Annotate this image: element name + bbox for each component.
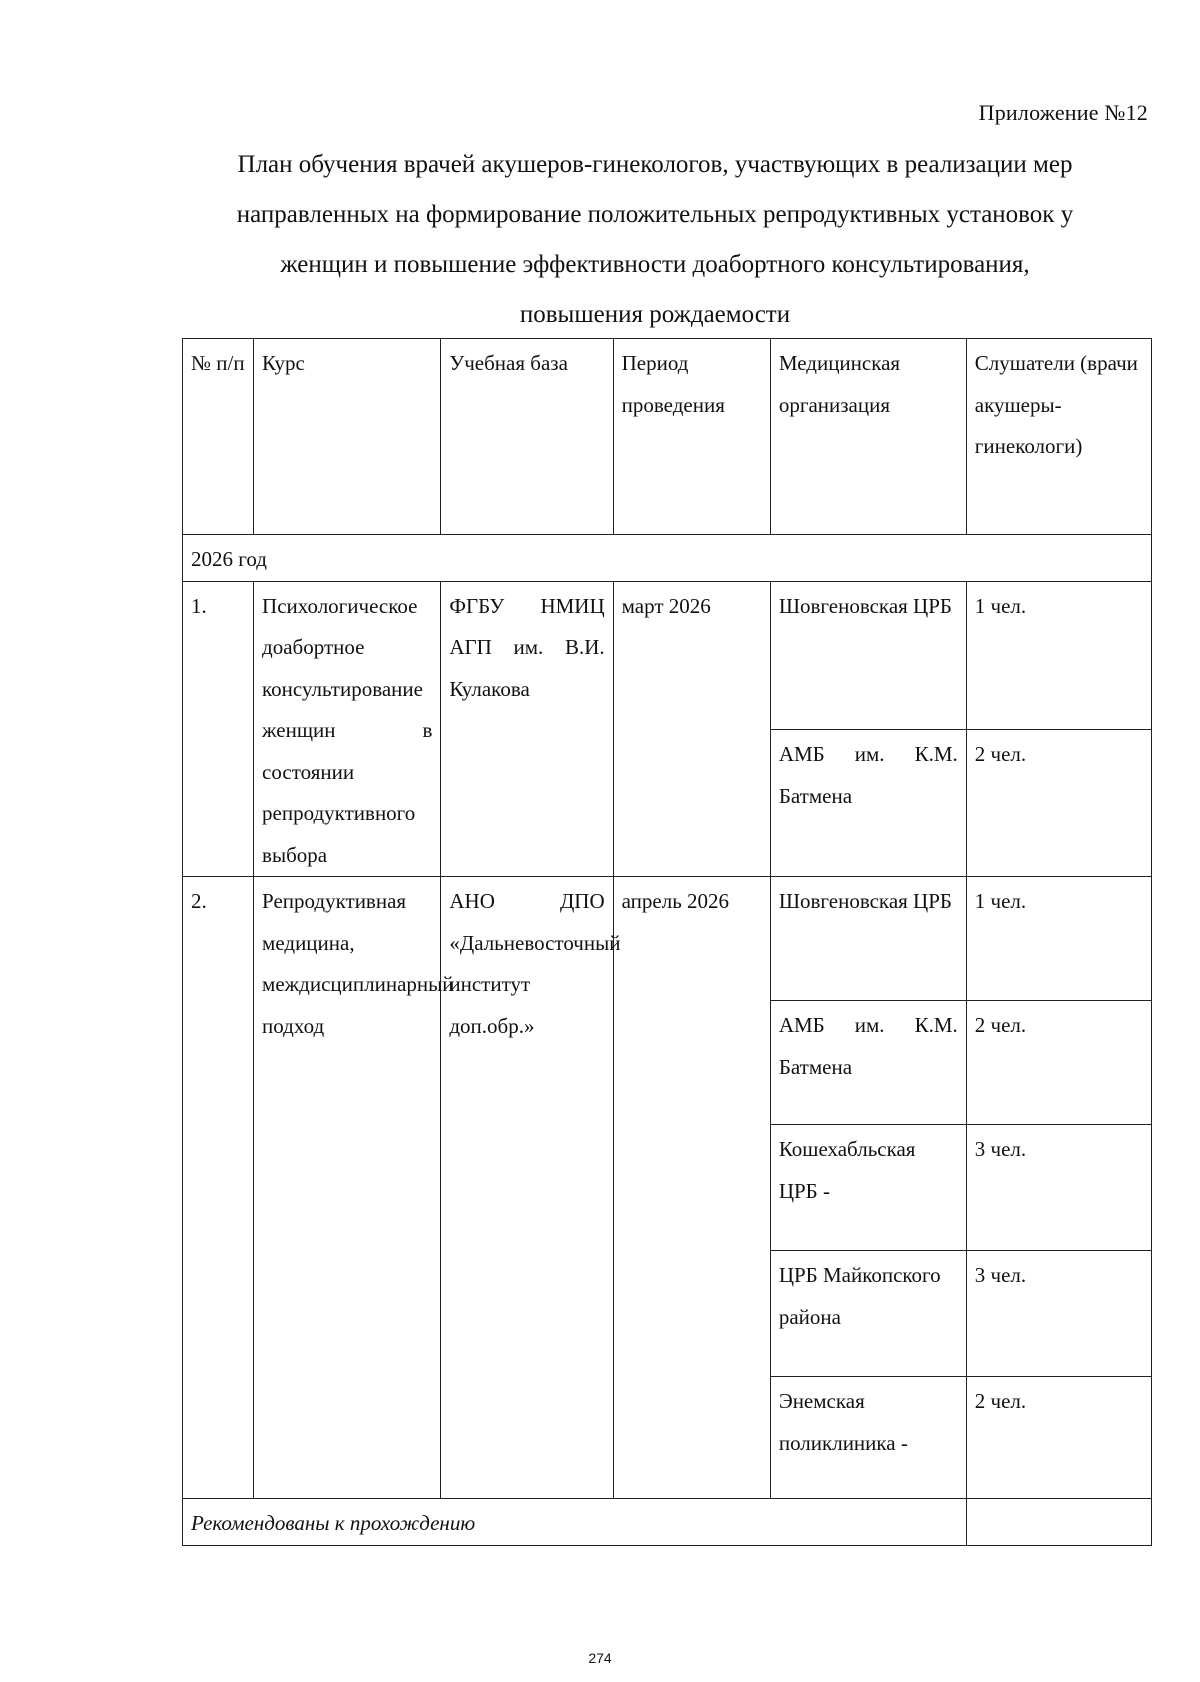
header-period: Период проведения xyxy=(613,339,770,535)
row-count: 1 чел. xyxy=(966,581,1151,730)
row-base: ФГБУ НМИЦ АГП им. В.И. Кулакова xyxy=(441,581,613,877)
year-label: 2026 год xyxy=(183,535,1152,582)
row-course: Психологическое доабортное консультирование женщин в состоянии репродуктивного выбора xyxy=(254,581,441,877)
row-count: 3 чел. xyxy=(966,1251,1151,1377)
table-header-row xyxy=(183,339,1152,535)
title-line-1: План обучения врачей акушеров-гинекологов, участвующих в реализации мер xyxy=(237,151,1073,178)
row-period: апрель 2026 xyxy=(613,877,770,1499)
footer-empty-cell xyxy=(966,1499,1151,1546)
row-org: Кошехабльская ЦРБ - xyxy=(770,1125,966,1251)
title-line-2: направленных на формирование положительных репродуктивных установок у xyxy=(236,201,1074,228)
row-count: 1 чел. xyxy=(966,877,1151,1001)
row-org: АМБ им. К.М. Батмена xyxy=(770,1001,966,1125)
row-count: 2 чел. xyxy=(966,730,1151,877)
row-org: АМБ им. К.М. Батмена xyxy=(770,730,966,877)
row-num: 1. xyxy=(183,581,254,877)
row-period: март 2026 xyxy=(613,581,770,877)
header-course: Курс xyxy=(254,339,441,535)
document-title xyxy=(175,140,1135,340)
row-org: ЦРБ Майкопского района xyxy=(770,1251,966,1377)
row-count: 2 чел. xyxy=(966,1001,1151,1125)
header-base: Учебная база xyxy=(441,339,613,535)
year-row xyxy=(183,535,1152,582)
table-row xyxy=(183,581,1152,730)
row-org: Шовгеновская ЦРБ xyxy=(770,877,966,1001)
title-line-4: повышения рождаемости xyxy=(519,301,791,328)
appendix-label: Приложение №12 xyxy=(978,100,1148,125)
header-org: Медицинская организация xyxy=(770,339,966,535)
header-num: № п/п xyxy=(183,339,254,535)
footer-row xyxy=(183,1499,1152,1546)
row-org: Энемская поликлиника - xyxy=(770,1377,966,1499)
row-course: Репродуктивная медицина, междисциплинарный подход xyxy=(254,877,441,1499)
row-count: 3 чел. xyxy=(966,1125,1151,1251)
row-count: 2 чел. xyxy=(966,1377,1151,1499)
table-row xyxy=(183,877,1152,1001)
row-num: 2. xyxy=(183,877,254,1499)
page-number: 274 xyxy=(588,1650,612,1666)
row-base: АНО ДПО «Дальневосточный институт доп.обр.» xyxy=(441,877,613,1499)
training-plan-table xyxy=(182,338,1152,1546)
title-line-3: женщин и повышение эффективности доабортного консультирования, xyxy=(280,251,1030,278)
footer-label: Рекомендованы к прохождению xyxy=(183,1499,967,1546)
header-listeners: Слушатели (врачи акушеры-гинекологи) xyxy=(966,339,1151,535)
row-org: Шовгеновская ЦРБ xyxy=(770,581,966,730)
